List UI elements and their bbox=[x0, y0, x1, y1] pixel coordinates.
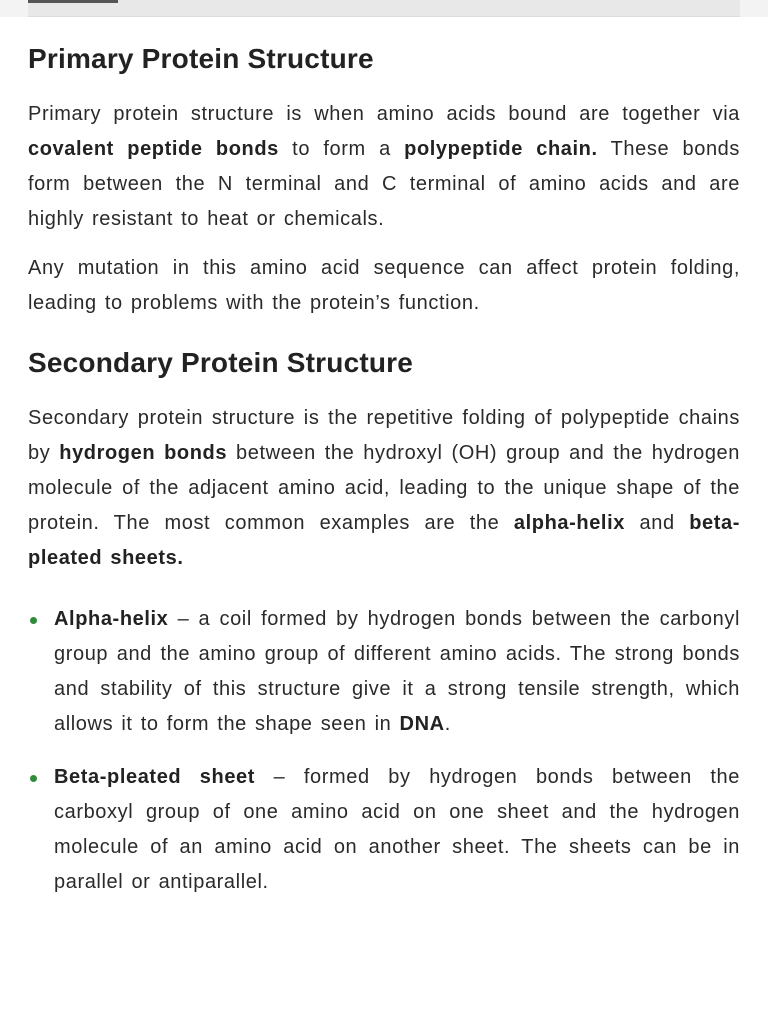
list-item bbox=[28, 602, 740, 742]
document-page bbox=[0, 17, 768, 1024]
secondary-paragraph-1 bbox=[28, 401, 740, 576]
bullet-dot-icon bbox=[30, 617, 37, 624]
bold-term: covalent peptide bonds bbox=[28, 138, 279, 160]
bullet-dot-icon bbox=[30, 775, 37, 782]
text-run: Secondary protein structure is the repetitive folding of polypeptide chains by bbox=[28, 407, 740, 464]
bullet-list bbox=[28, 602, 740, 900]
bold-term: polypeptide chain. bbox=[404, 138, 598, 160]
primary-heading: Primary Protein Structure bbox=[28, 43, 374, 74]
bold-term: Beta-pleated sheet bbox=[54, 766, 256, 788]
article-content bbox=[28, 43, 740, 900]
text-run: Primary protein structure is when amino acids bound are together via bbox=[28, 103, 740, 125]
list-item bbox=[28, 760, 740, 900]
top-bar-accent bbox=[28, 0, 118, 3]
bold-term: DNA bbox=[399, 713, 445, 735]
bold-term: Alpha-helix bbox=[54, 608, 169, 630]
text-run: – a coil formed by hydrogen bonds between the carbonyl group and the amino group of different amino acids. The strong bonds and stability of this structure give it a strong tensile strength, which allows it to form the shape seen in bbox=[54, 608, 740, 735]
primary-paragraph-1 bbox=[28, 97, 740, 237]
secondary-heading: Secondary Protein Structure bbox=[28, 347, 414, 378]
text-run: to form a bbox=[278, 138, 405, 160]
text-run: – formed by hydrogen bonds between the carboxyl group of one amino acid on one sheet and the hydrogen molecule of an amino acid on another sheet. The sheets can be in parallel or antiparallel. bbox=[54, 766, 740, 893]
bold-term: beta-pleated sheets. bbox=[28, 512, 741, 569]
text-run: These bonds form between the N terminal and C terminal of amino acids and are highly resistant to heat or chemicals. bbox=[28, 138, 740, 230]
bold-term: hydrogen bonds bbox=[59, 442, 228, 464]
bold-term: alpha-helix bbox=[513, 512, 625, 534]
text-run: between the hydroxyl (OH) group and the hydrogen molecule of the adjacent amino acid, leading to the unique shape of the protein. The most common examples are the bbox=[28, 442, 740, 534]
primary-paragraph-2: Any mutation in this amino acid sequence can affect protein folding, leading to problems with the protein’s function. bbox=[28, 257, 740, 314]
text-run: and bbox=[624, 512, 690, 534]
top-bar bbox=[28, 0, 740, 17]
text-run: . bbox=[444, 713, 451, 735]
